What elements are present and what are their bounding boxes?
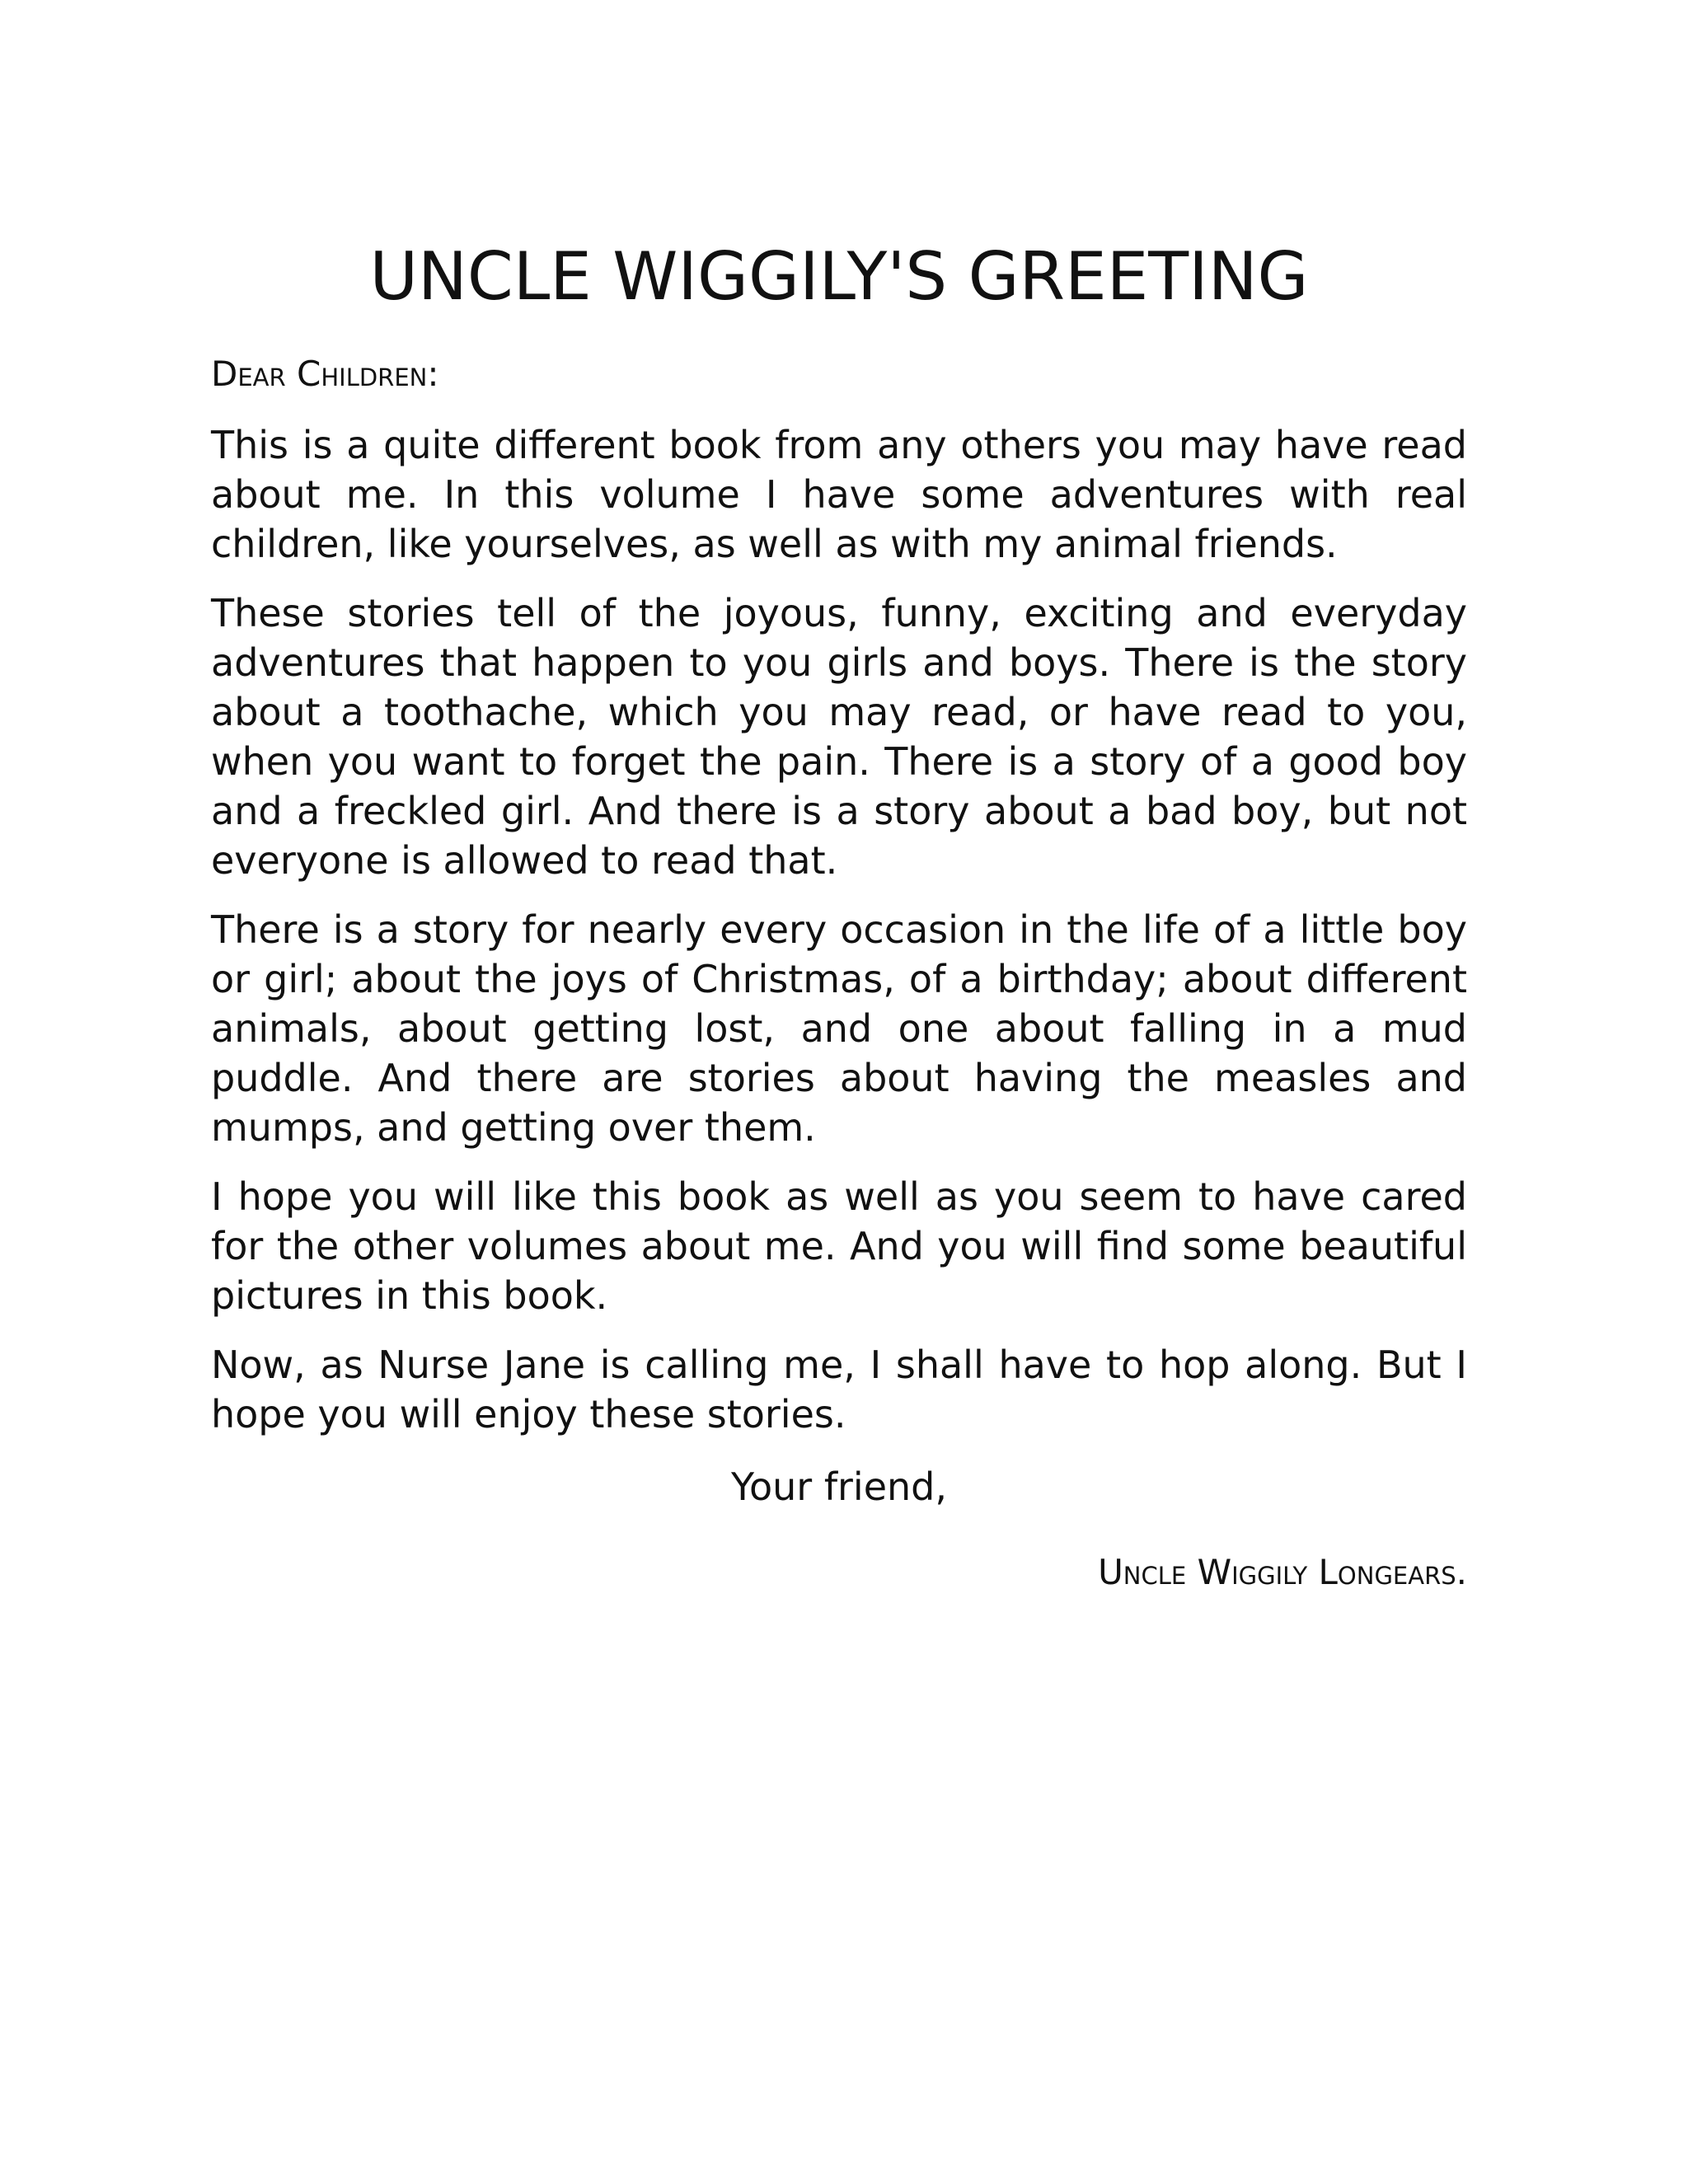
paragraph-5: Now, as Nurse Jane is calling me, I shall have to hop along. But I hope you will enjoy these stories. — [211, 1343, 1467, 1436]
document-page — [211, 0, 1467, 2184]
salutation: Dear Children: — [211, 354, 439, 394]
closing: Your friend, — [731, 1465, 947, 1509]
paragraph-4: I hope you will like this book as well as you seem to have cared for the other volumes about me. And you will find some beautiful pictures in this book. — [211, 1174, 1467, 1318]
signature: Uncle Wiggily Longears. — [1098, 1552, 1467, 1592]
letter-body — [211, 420, 1467, 1459]
paragraph-1: This is a quite different book from any others you may have read about me. In this volume I have some adventures with real children, like yourselves, as well as with my animal friends. — [211, 423, 1467, 566]
paragraph-2: These stories tell of the joyous, funny, exciting and everyday adventures that happen to you girls and boys. There is the story about a toothache, which you may read, or have read to you, when you want to forget the pain. There is a story of a good boy and a freckled girl. And there is a story about a bad boy, but not everyone is allowed to read that. — [211, 591, 1467, 883]
page-title: UNCLE WIGGILY'S GREETING — [369, 238, 1309, 315]
paragraph-3: There is a story for nearly every occasion in the life of a little boy or girl; about the joys of Christmas, of a birthday; about different animals, about getting lost, and one about falling in a mud puddle. And there are stories about having the measles and mumps, and getting over them. — [211, 907, 1467, 1150]
